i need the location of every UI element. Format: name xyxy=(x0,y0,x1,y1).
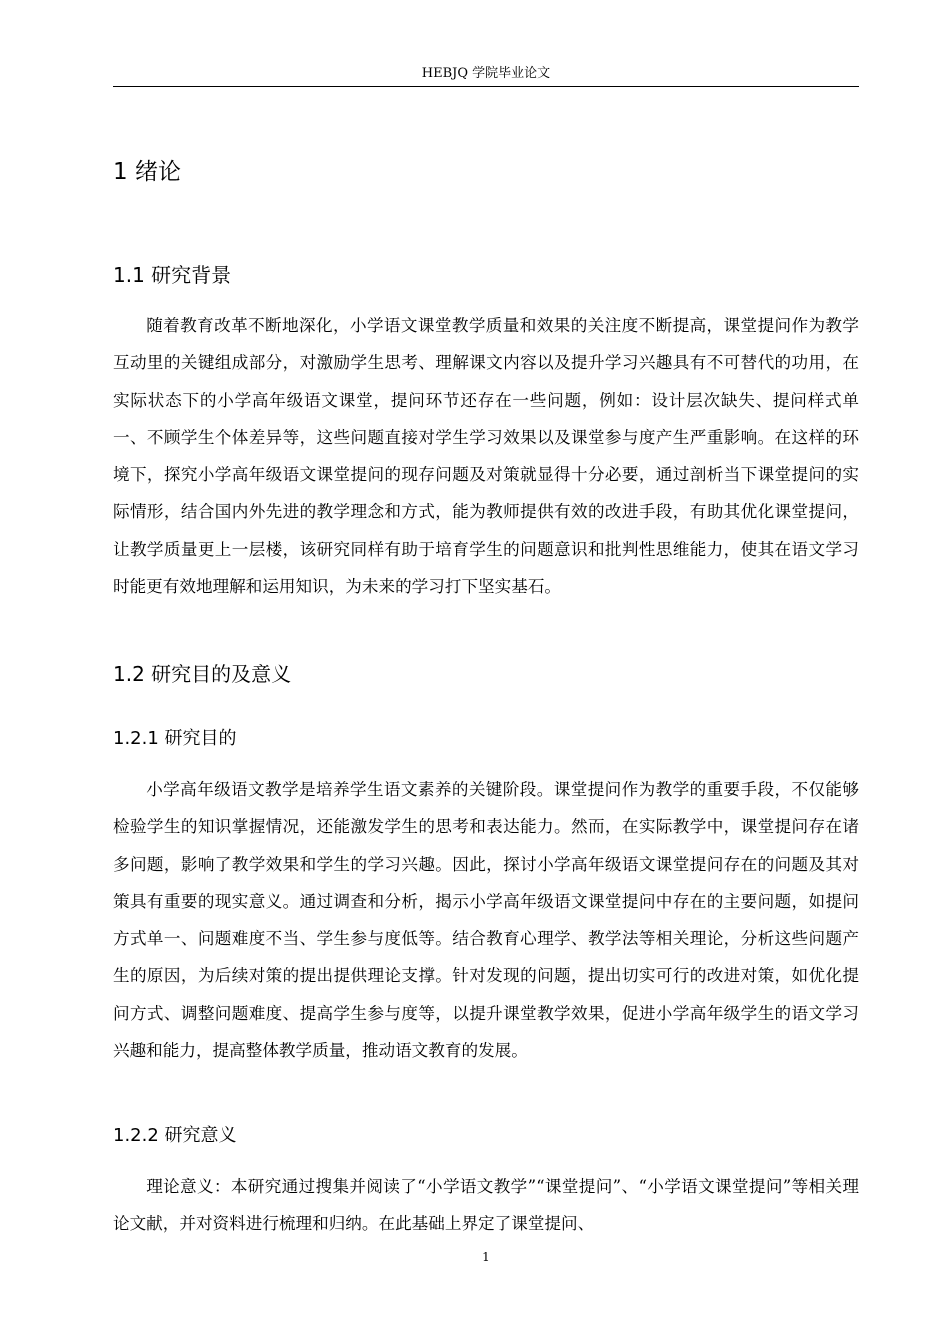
subsection-title-significance: 1.2.2 研究意义 xyxy=(113,1125,237,1146)
section-title-background: 1.1 研究背景 xyxy=(113,263,232,287)
running-header: HEBJQ 学院毕业论文 xyxy=(421,66,551,81)
section-title-purpose-significance: 1.2 研究目的及意义 xyxy=(113,662,292,686)
paragraph-background: 随着教育改革不断地深化，小学语文课堂教学质量和效果的关注度不断提高，课堂提问作为教学互动里的关键组成部分，对激励学生思考、理解课文内容以及提升学习兴趣具有不可替代的功用，在实际状态下的小学高年级语文课堂，提问环节还存在一些问题，例如：设计层次缺失、提问样式单一、不顾学生个体差异等，这些问题直接对学生学习效果以及课堂参与度产生严重影响。在这样的环境下，探究小学高年级语文课堂提问的现存问题及对策就显得十分必要，通过剖析当下课堂提问的实际情形，结合国内外先进的教学理念和方式，能为教师提供有效的改进手段，有助其优化课堂提问，让教学质量更上一层楼，该研究同样有助于培育学生的问题意识和批判性思维能力，使其在语文学习时能更有效地理解和运用知识，为未来的学习打下坚实基石。 xyxy=(113,316,859,597)
header-divider xyxy=(113,86,859,87)
page-number: 1 xyxy=(482,1250,490,1264)
paragraph-purpose: 小学高年级语文教学是培养学生语文素养的关键阶段。课堂提问作为教学的重要手段，不仅能够检验学生的知识掌握情况，还能激发学生的思考和表达能力。然而，在实际教学中，课堂提问存在诸多问题，影响了教学效果和学生的学习兴趣。因此，探讨小学高年级语文课堂提问存在的问题及其对策具有重要的现实意义。通过调查和分析，揭示小学高年级语文课堂提问中存在的主要问题，如提问方式单一、问题难度不当、学生参与度低等。结合教育心理学、教学法等相关理论，分析这些问题产生的原因，为后续对策的提出提供理论支撑。针对发现的问题，提出切实可行的改进对策，如优化提问方式、调整问题难度、提高学生参与度等，以提升课堂教学效果，促进小学高年级学生的语文学习兴趣和能力，提高整体教学质量，推动语文教育的发展。 xyxy=(113,780,859,1061)
paragraph-significance: 理论意义：本研究通过搜集并阅读了“小学语文教学”“课堂提问”、“小学语文课堂提问”等相关理论文献，并对资料进行梳理和归纳。在此基础上界定了课堂提问、 xyxy=(113,1177,859,1234)
subsection-title-purpose: 1.2.1 研究目的 xyxy=(113,728,237,749)
chapter-title: 1 绪论 xyxy=(113,159,181,185)
